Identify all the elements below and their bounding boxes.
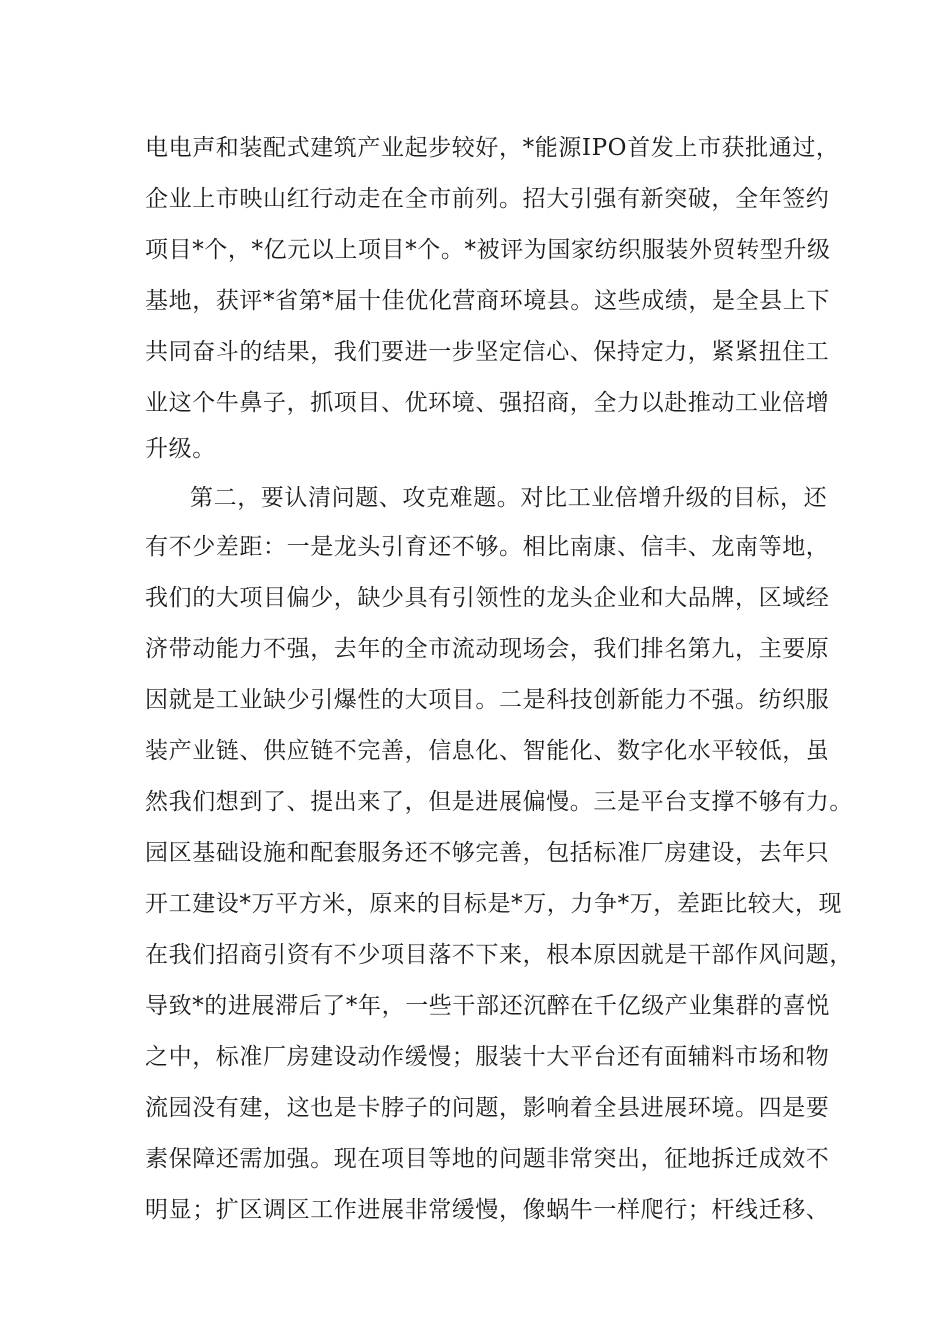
text-line-19: 之中，标准厂房建设动作缓慢；服装十大平台还有面辅料市场和物 [145, 1044, 830, 1070]
text-line-10: 我们的大项目偏少，缺少具有引领性的龙头企业和大品牌，区域经 [145, 585, 830, 611]
text-line-4: 基地，获评*省第*届十佳优化营商环境县。这些成绩，是全县上下 [145, 288, 830, 314]
text-line-7: 升级。 [145, 436, 216, 462]
text-line-2: 企业上市映山红行动走在全市前列。招大引强有新突破，全年签约 [145, 186, 830, 212]
text-line-12: 因就是工业缺少引爆性的大项目。二是科技创新能力不强。纺织服 [145, 687, 830, 713]
text-line-8-paragraph-start: 第二，要认清问题、攻克难题。对比工业倍增升级的目标，还 [190, 485, 828, 511]
text-line-11: 济带动能力不强，去年的全市流动现场会，我们排名第九，主要原 [145, 636, 830, 662]
text-line-9: 有不少差距：一是龙头引育还不够。相比南康、信丰、龙南等地， [145, 534, 830, 560]
text-line-15: 园区基础设施和配套服务还不够完善，包括标准厂房建设，去年只 [145, 840, 830, 866]
text-line-22: 明显；扩区调区工作进展非常缓慢，像蜗牛一样爬行；杆线迁移、 [145, 1197, 830, 1223]
text-line-5: 共同奋斗的结果，我们要进一步坚定信心、保持定力，紧紧扭住工 [145, 339, 830, 365]
text-line-20: 流园没有建，这也是卡脖子的问题，影响着全县进展环境。四是要 [145, 1095, 830, 1121]
text-line-17: 在我们招商引资有不少项目落不下来，根本原因就是干部作风问题， [145, 942, 853, 968]
text-line-6: 业这个牛鼻子，抓项目、优环境、强招商，全力以赴推动工业倍增 [145, 390, 830, 416]
text-line-13: 装产业链、供应链不完善，信息化、智能化、数字化水平较低，虽 [145, 738, 830, 764]
text-line-16: 开工建设*万平方米，原来的目标是*万，力争*万，差距比较大，现 [145, 891, 843, 917]
text-line-3: 项目*个，*亿元以上项目*个。*被评为国家纺织服装外贸转型升级 [145, 237, 831, 263]
text-line-21: 素保障还需加强。现在项目等地的问题非常突出，征地拆迁成效不 [145, 1146, 830, 1172]
text-line-14: 然我们想到了、提出来了，但是进展偏慢。三是平台支撑不够有力。 [145, 789, 853, 815]
text-line-1: 电电声和装配式建筑产业起步较好，*能源IPO首发上市获批通过， [145, 135, 840, 161]
text-line-18: 导致*的进展滞后了*年，一些干部还沉醉在千亿级产业集群的喜悦 [145, 993, 830, 1019]
